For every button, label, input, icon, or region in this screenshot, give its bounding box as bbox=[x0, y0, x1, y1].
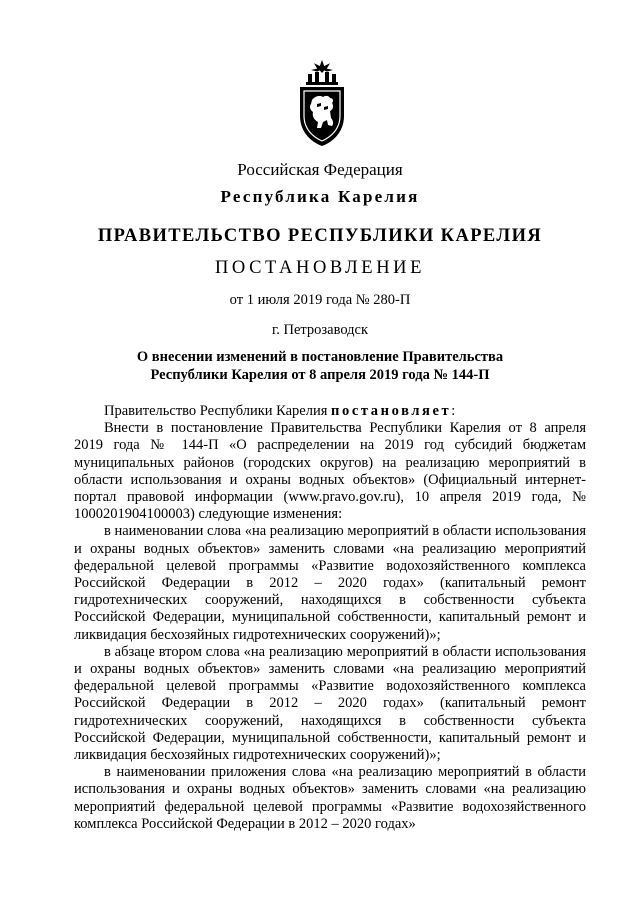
body-paragraph-4: в наименовании приложения слова «на реализацию мероприятий в области использования и охраны водных объектов» заменить словами «на реализацию мероприятий федеральной целевой программы «Развитие водохозяйственного комплекса Российской Федерации в 2012 – 2020 годах» bbox=[74, 764, 586, 832]
document-body bbox=[74, 403, 586, 833]
subject-line-1: О внесении изменений в постановление Правительства bbox=[136, 349, 504, 365]
government-heading: ПРАВИТЕЛЬСТВО РЕСПУБЛИКИ КАРЕЛИЯ bbox=[97, 226, 543, 246]
federation-heading: Российская Федерация bbox=[237, 160, 403, 179]
coat-of-arms-icon bbox=[297, 60, 347, 148]
body-paragraph-2: в наименовании слова «на реализацию мероприятий в области использования и охраны водных объектов» заменить словами «на реализацию мероприятий федеральной целевой программы «Развитие водохозяйственного комплекса Российской Федерации в 2012 – 2020 годах» (капитальный ремонт гидротехнических сооружений, находящихся в собственности субъекта Российской Федерации, муниципальной собственности, капитальный ремонт и ликвидация бесхозяйных гидротехнических сооружений)»; bbox=[74, 523, 586, 643]
document-subject bbox=[0, 348, 640, 384]
body-paragraph-1: Внести в постановление Правительства Республики Карелия от 8 апреля 2019 года № 144-П «О распределении на 2019 год субсидий бюджетам муниципальных районов (городских округов) на реализацию мероприятий в области использования и охраны водных объектов» (Официальный интернет-портал правовой информации (www.pravo.gov.ru), 10 апреля 2019 года, № 1000201904100003) следующие изменения: bbox=[74, 420, 586, 523]
body-paragraph-3: в абзаце втором слова «на реализацию мероприятий в области использования и охраны водных объектов» заменить словами «на реализацию мероприятий федеральной целевой программы «Развитие водохозяйственного комплекса Российской Федерации в 2012 – 2020 годах» (капитальный ремонт гидротехнических сооружений, находящихся в собственности субъекта Российской Федерации, муниципальной собственности, капитальный ремонт и ликвидация бесхозяйных гидротехнических сооружений)»; bbox=[74, 643, 586, 764]
subject-line-2: Республики Карелия от 8 апреля 2019 года № 144-П bbox=[150, 367, 490, 383]
intro-suffix: : bbox=[451, 403, 456, 419]
republic-heading: Республика Карелия bbox=[220, 187, 420, 206]
intro-prefix: Правительство Республики Карелия bbox=[104, 403, 332, 419]
document-city: г. Петрозаводск bbox=[271, 322, 369, 338]
document-type-heading: ПОСТАНОВЛЕНИЕ bbox=[214, 258, 426, 278]
intro-decision-word: постановляет bbox=[331, 403, 452, 419]
intro-paragraph bbox=[74, 403, 586, 420]
document-date-number: от 1 июля 2019 года № 280-П bbox=[229, 292, 411, 308]
